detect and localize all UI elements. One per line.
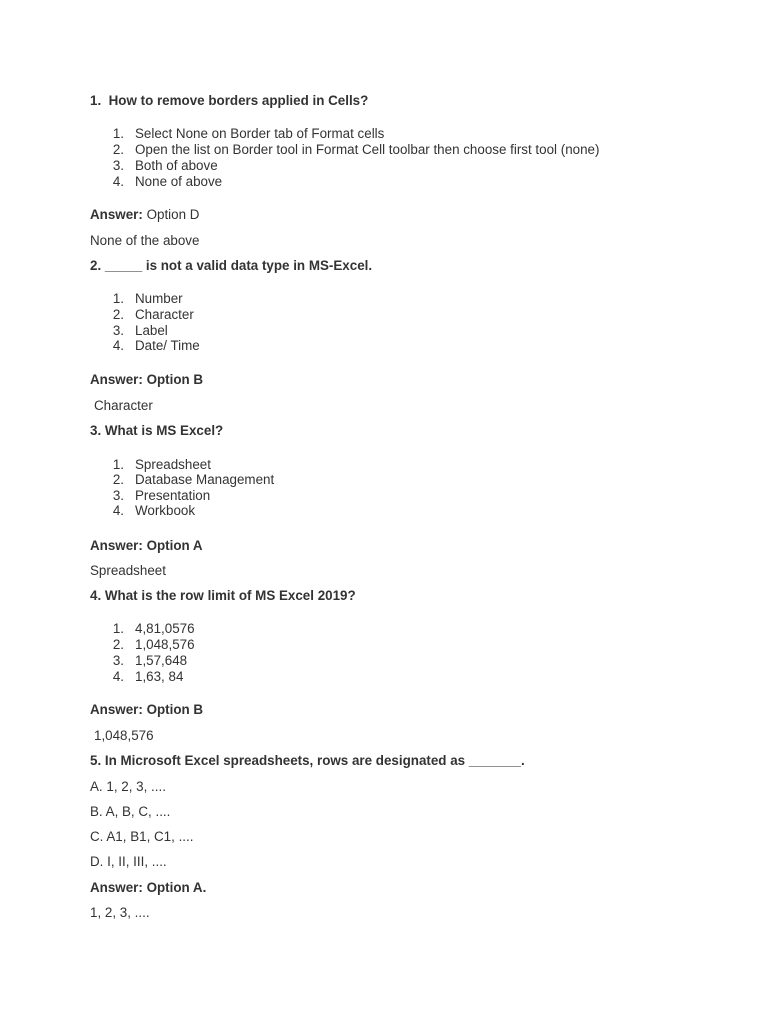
answer-value: Option A	[146, 538, 203, 553]
option-text: Date/ Time	[135, 338, 200, 353]
question-1-text: How to remove borders applied in Cells?	[108, 93, 369, 108]
option-text: None of above	[135, 174, 223, 189]
question-1-number: 1.	[90, 93, 102, 108]
question-1-option-1	[90, 126, 690, 142]
answer-label: Answer:	[90, 372, 143, 387]
question-1-title	[90, 93, 368, 109]
question-2-option-3	[90, 323, 690, 339]
option-number: 3.	[112, 158, 124, 173]
option-text: Database Management	[135, 472, 275, 487]
question-5-option-b: B. A, B, C, ....	[90, 804, 171, 819]
question-5-title	[90, 753, 525, 769]
question-4-explanation: 1,048,576	[94, 728, 154, 743]
option-number: 2.	[112, 472, 124, 487]
question-5-option-a: A. 1, 2, 3, ....	[90, 779, 166, 794]
answer-value: Option B	[146, 702, 204, 717]
answer-label: Answer:	[90, 207, 143, 222]
question-5-option-c: C. A1, B1, C1, ....	[90, 829, 194, 844]
question-4-option-4	[90, 669, 690, 685]
option-text: Workbook	[135, 503, 196, 518]
question-1-option-4	[90, 174, 690, 190]
question-3-option-1	[90, 457, 690, 473]
question-3-option-2	[90, 472, 690, 488]
answer-value: Option A.	[146, 880, 207, 895]
question-5-answer	[90, 880, 206, 896]
option-number: 4.	[112, 503, 124, 518]
option-text: Select None on Border tab of Format cells	[135, 126, 385, 141]
option-number: 4.	[112, 174, 124, 189]
question-1-option-2	[90, 142, 690, 158]
option-number: 3.	[112, 323, 124, 338]
question-3-answer	[90, 538, 203, 554]
question-4-text: What is the row limit of MS Excel 2019?	[104, 588, 356, 603]
option-number: 1.	[112, 457, 124, 472]
question-5-explanation: 1, 2, 3, ....	[90, 905, 150, 920]
option-number: 4.	[112, 669, 124, 684]
option-text: Label	[135, 323, 168, 338]
option-number: 3.	[112, 488, 124, 503]
option-number: 1.	[112, 291, 124, 306]
question-2-text: _____ is not a valid data type in MS-Excel.	[104, 258, 373, 273]
question-4-title	[90, 588, 356, 604]
question-4-number: 4.	[90, 588, 102, 603]
question-4-option-1	[90, 621, 690, 637]
option-text: Open the list on Border tool in Format Cell toolbar then choose first tool (none)	[135, 142, 600, 157]
question-3-text: What is MS Excel?	[104, 423, 224, 438]
question-4-option-2	[90, 637, 690, 653]
question-2-explanation: Character	[94, 398, 153, 413]
option-text: Spreadsheet	[135, 457, 211, 472]
answer-value: Option B	[146, 372, 204, 387]
option-text: 1,57,648	[135, 653, 188, 668]
answer-label: Answer:	[90, 702, 143, 717]
option-text: 4,81,0576	[135, 621, 195, 636]
answer-label: Answer:	[90, 880, 143, 895]
option-number: 1.	[112, 126, 124, 141]
option-text: 1,048,576	[135, 637, 195, 652]
option-number: 2.	[112, 637, 124, 652]
question-4-option-3	[90, 653, 690, 669]
question-5-text: In Microsoft Excel spreadsheets, rows are designated as _______.	[104, 753, 525, 768]
option-text: 1,63, 84	[135, 669, 184, 684]
question-5-number: 5.	[90, 753, 102, 768]
question-2-option-4	[90, 338, 690, 354]
option-text: Both of above	[135, 158, 218, 173]
answer-value: Option D	[146, 207, 200, 222]
question-3-option-3	[90, 488, 690, 504]
option-number: 3.	[112, 653, 124, 668]
option-number: 2.	[112, 307, 124, 322]
option-text: Presentation	[135, 488, 211, 503]
question-2-option-1	[90, 291, 690, 307]
question-1-answer	[90, 207, 199, 223]
option-number: 1.	[112, 621, 124, 636]
question-3-title	[90, 423, 223, 439]
question-2-option-2	[90, 307, 690, 323]
option-text: Character	[135, 307, 194, 322]
question-3-explanation: Spreadsheet	[90, 563, 166, 578]
document-page	[90, 0, 730, 1024]
question-2-title	[90, 258, 372, 274]
question-2-number: 2.	[90, 258, 102, 273]
question-2-answer	[90, 372, 203, 388]
question-1-option-3	[90, 158, 690, 174]
question-1-explanation: None of the above	[90, 233, 200, 248]
option-number: 4.	[112, 338, 124, 353]
option-number: 2.	[112, 142, 124, 157]
question-3-option-4	[90, 503, 690, 519]
question-5-option-d: D. I, II, III, ....	[90, 854, 167, 869]
answer-label: Answer:	[90, 538, 143, 553]
option-text: Number	[135, 291, 183, 306]
question-3-number: 3.	[90, 423, 102, 438]
question-4-answer	[90, 702, 203, 718]
